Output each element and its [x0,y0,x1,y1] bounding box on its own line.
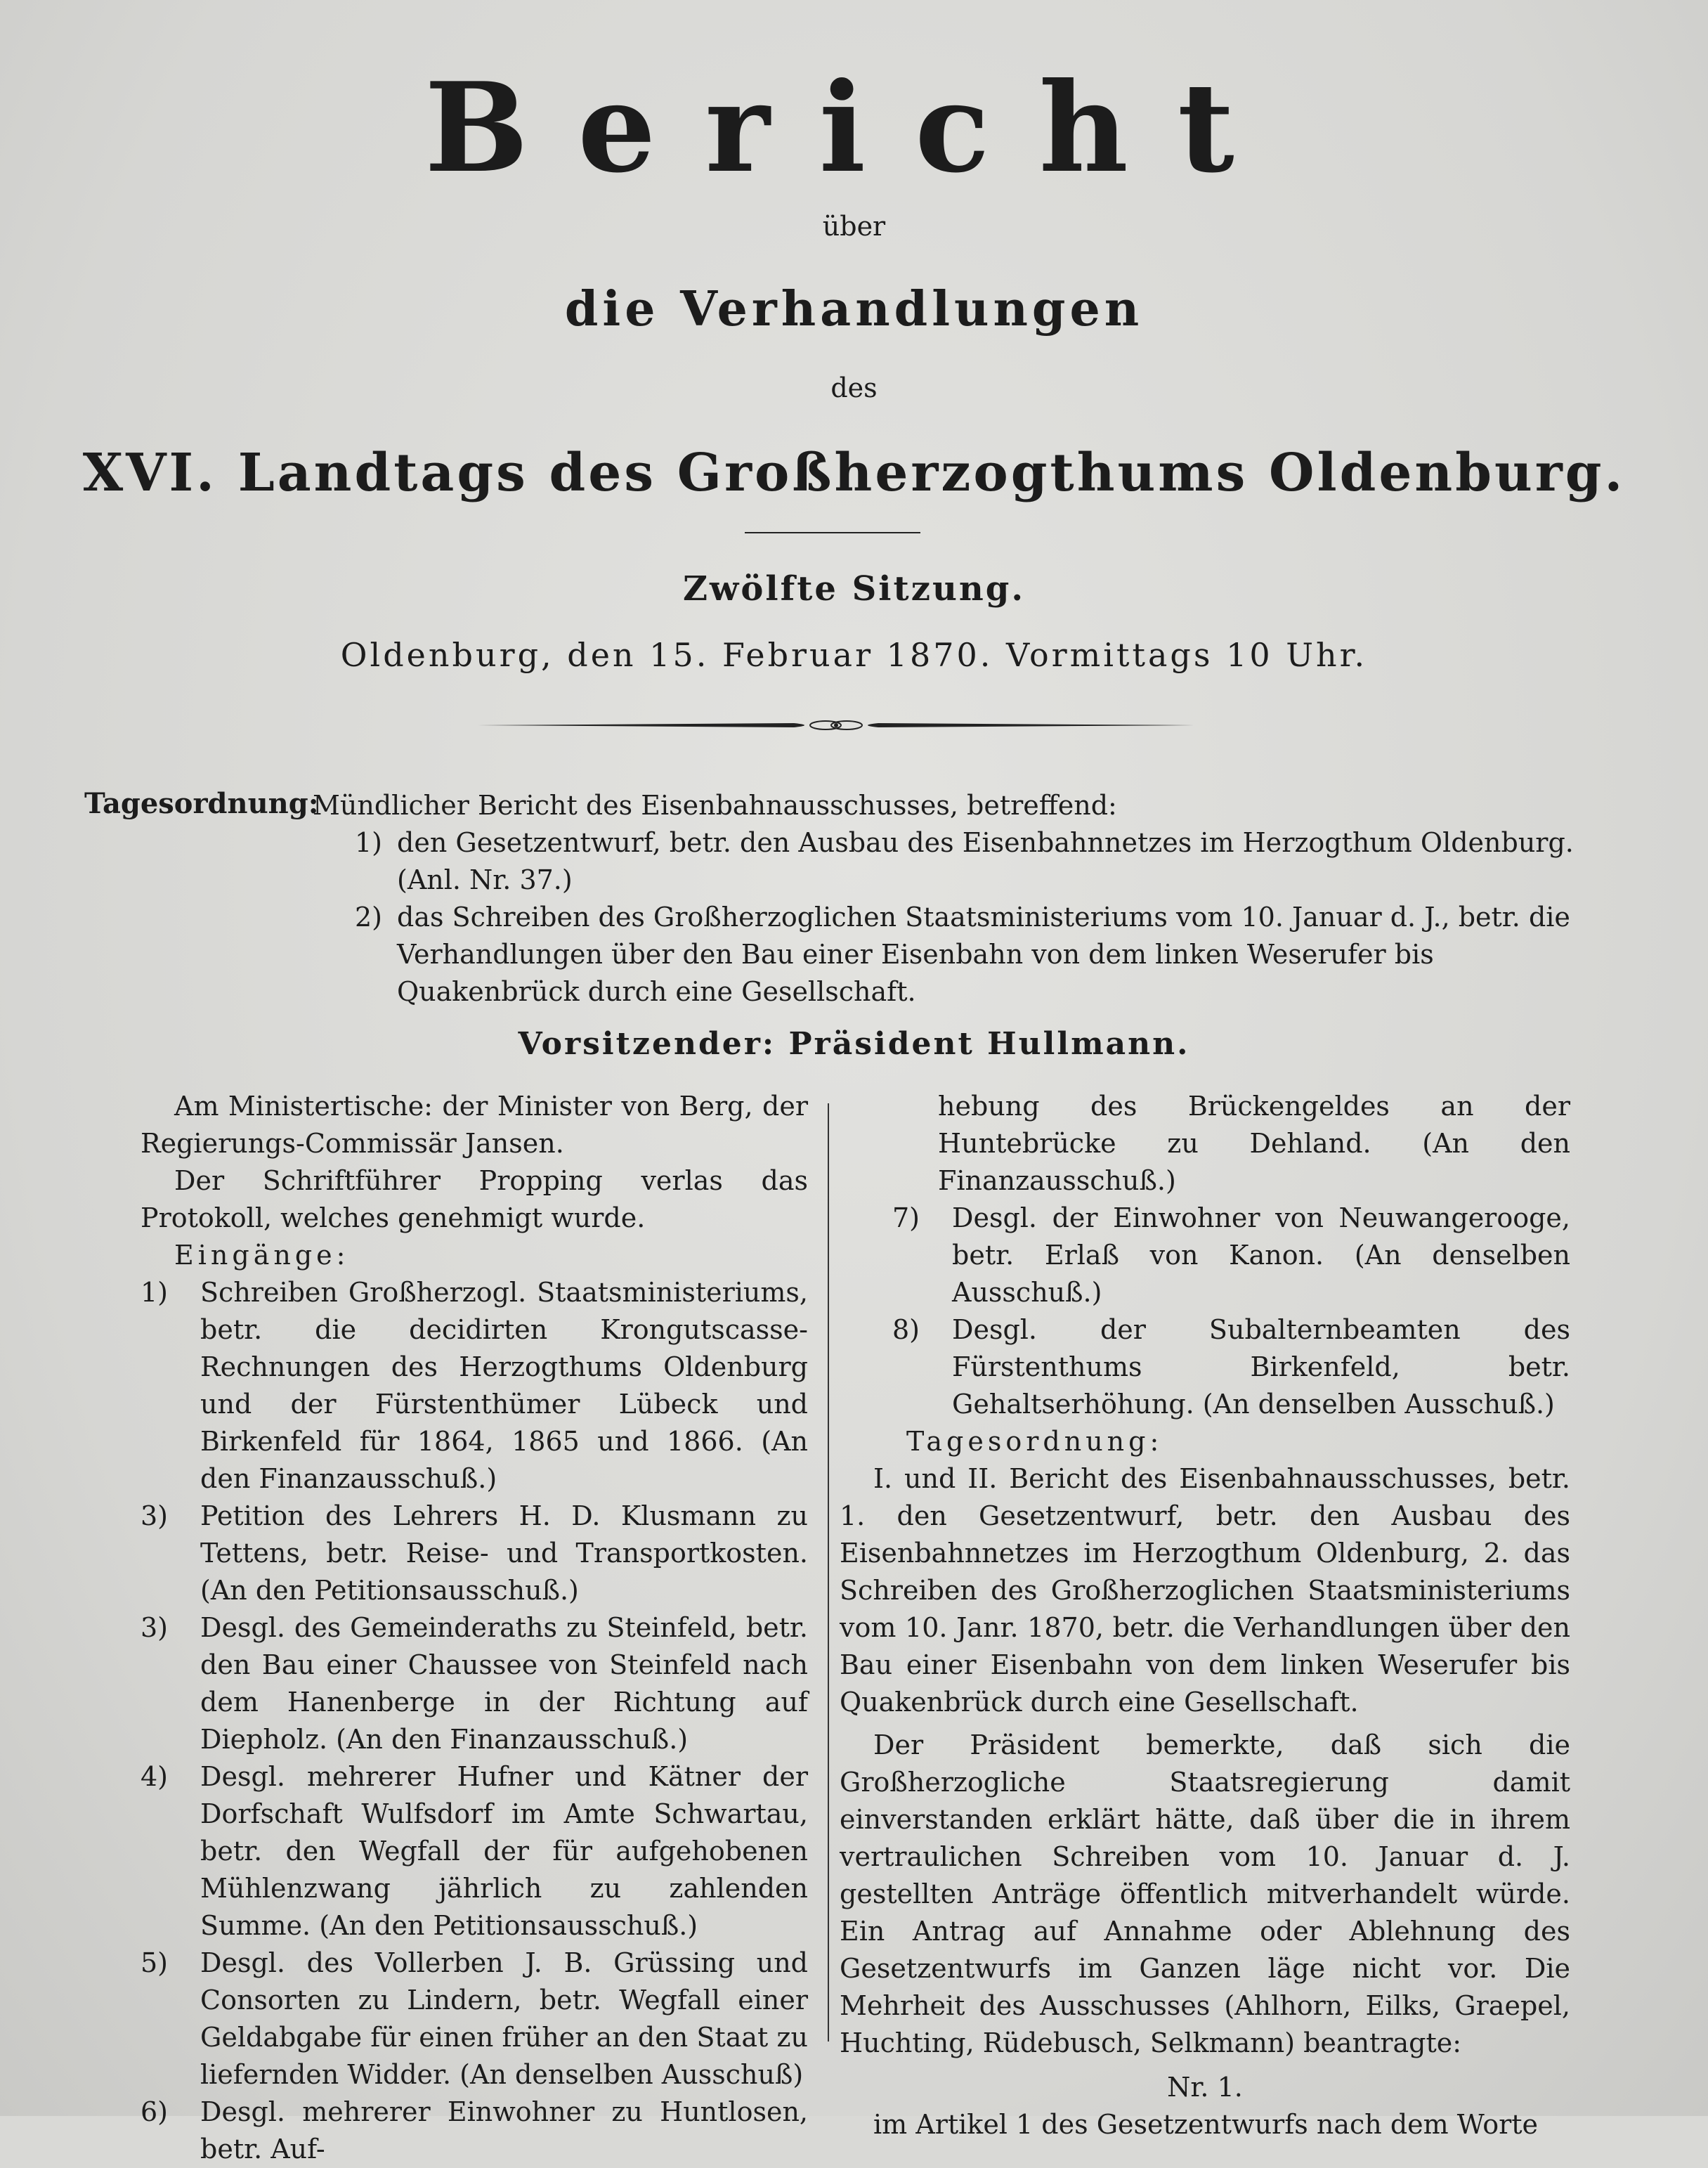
list-item [840,1200,1570,1311]
column-divider [828,1103,829,2042]
list-item-number: 6) [141,2096,169,2127]
agenda [313,787,1577,1011]
list-item-text: Desgl. mehrerer Einwohner zu Huntlosen, betr. Auf- [200,2096,808,2164]
list-item [141,1758,808,1945]
title-uber: über [822,211,886,242]
list-item-number: 8) [892,1314,920,1345]
agenda-item [313,899,1577,1011]
ornament-divider [478,720,1194,730]
list-item [141,1498,808,1609]
list-item [840,1311,1570,1423]
list-item [141,2094,808,2168]
motion-number: Nr. 1. [1167,2072,1243,2103]
eingaenge-heading: Eingänge: [174,1240,350,1271]
list-item-text: Desgl. der Einwohner von Neuwangerooge, betr. Erlaß von Kanon. (An denselben Ausschuß.) [952,1202,1570,1308]
title-des: des [830,372,878,403]
agenda-item [313,824,1577,899]
list-item-text: Desgl. der Subalternbeamten des Fürstenthums Birkenfeld, betr. Gehaltserhöhung. (An denselben Ausschuß.) [952,1314,1570,1420]
right-column [840,1088,1570,2143]
list-item-number: 5) [141,1947,169,1978]
list-item-number: 4) [141,1761,169,1792]
list-item [141,1945,808,2094]
list-item-number: 3) [141,1612,169,1643]
protocol-paragraph: Der Schriftführer Propping verlas das Protokoll, welches genehmigt wurde. [141,1165,808,1233]
ministers-paragraph: Am Ministertische: der Minister von Berg, der Regierungs-Commissär Jansen. [141,1091,808,1159]
agenda-item-text: den Gesetzentwurf, betr. den Ausbau des Eisenbahnnetzes im Herzogthum Oldenburg. (Anl. Nr. 37.) [397,827,1574,895]
list-item [141,1274,808,1498]
subtitle: die Verhandlungen [564,281,1144,337]
chair-line: Vorsitzender: Präsident Hullmann. [518,1026,1190,1062]
dateline: Oldenburg, den 15. Februar 1870. Vormittags 10 Uhr. [340,636,1368,674]
tagesordnung-heading: Tagesordnung: [906,1426,1163,1457]
president-paragraph: Der Präsident bemerkte, daß sich die Großherzogliche Staatsregierung damit einverstanden erklärt hätte, daß über die in ihrem vertraulichen Schreiben vom 10. Januar d. J. gestellten Anträge öffentlich mitverhandelt würde. Ein Antrag auf Annahme oder Ablehnung des Gesetzentwurfs im Ganzen läge nicht vor. Die Mehrheit des Ausschusses (Ahlhorn, Eilks, Graepel, Huchting, Rüdebusch, Selkmann) beantragte: [840,1729,1570,2058]
agenda-item-text: das Schreiben des Großherzoglichen Staatsministeriums vom 10. Januar d. J., betr. die Verhandlungen über den Bau einer Eisenbahn von dem linken Weserufer bis Quakenbrück durch eine Gesellschaft. [397,902,1570,1007]
short-rule [745,532,920,533]
list-item [141,1609,808,1758]
motion-text: im Artikel 1 des Gesetzentwurfs nach dem Worte [873,2109,1539,2140]
page-title: Bericht [424,56,1284,200]
left-column [141,1088,808,2168]
list-item-text: Petition des Lehrers H. D. Klusmann zu Tettens, betr. Reise- und Transportkosten. (An den Petitionsausschuß.) [200,1500,808,1606]
continued-item-text: hebung des Brückengeldes an der Huntebrücke zu Dehland. (An den Finanzausschuß.) [938,1091,1570,1196]
agenda-label: Tagesordnung: [84,787,319,820]
agenda-item-number: 1) [355,827,383,858]
agenda-item-number: 2) [355,902,383,933]
list-item-text: Schreiben Großherzogl. Staatsministeriums, betr. die decidirten Krongutscasse-Rechnungen des Herzogthums Oldenburg und der Fürstenthümer Lübeck und Birkenfeld für 1864, 1865 und 1866. (An den Finanzausschuß.) [200,1277,808,1494]
list-item-text: Desgl. des Gemeinderaths zu Steinfeld, betr. den Bau einer Chaussee von Steinfeld nach dem Hanenberge in der Richtung auf Diepholz. (An den Finanzausschuß.) [200,1612,808,1755]
session-heading: Zwölfte Sitzung. [682,569,1026,609]
landtag-heading: XVI. Landtags des Großherzogthums Oldenburg. [82,443,1626,503]
list-item-text: Desgl. des Vollerben J. B. Grüssing und Consorten zu Lindern, betr. Wegfall einer Geldabgabe für einen früher an den Staat zu liefernden Widder. (An denselben Ausschuß) [200,1947,808,2090]
report-paragraph: I. und II. Bericht des Eisenbahnausschusses, betr. 1. den Gesetzentwurf, betr. den Ausbau des Eisenbahnnetzes im Herzogthum Oldenburg, 2. das Schreiben des Großherzoglichen Staatsministeriums vom 10. Janr. 1870, betr. die Verhandlungen über den Bau einer Eisenbahn von dem linken Weserufer bis Quakenbrück durch eine Gesellschaft. [840,1463,1570,1718]
list-item-number: 7) [892,1202,920,1233]
list-item-text: Desgl. mehrerer Hufner und Kätner der Dorfschaft Wulfsdorf im Amte Schwartau, betr. den Wegfall der für aufgehobenen Mühlenzwang jährlich zu zahlenden Summe. (An den Petitionsausschuß.) [200,1761,808,1941]
list-item-number: 3) [141,1500,169,1531]
list-item-number: 1) [141,1277,169,1308]
agenda-intro: Mündlicher Bericht des Eisenbahnausschusses, betreffend: [313,790,1117,821]
